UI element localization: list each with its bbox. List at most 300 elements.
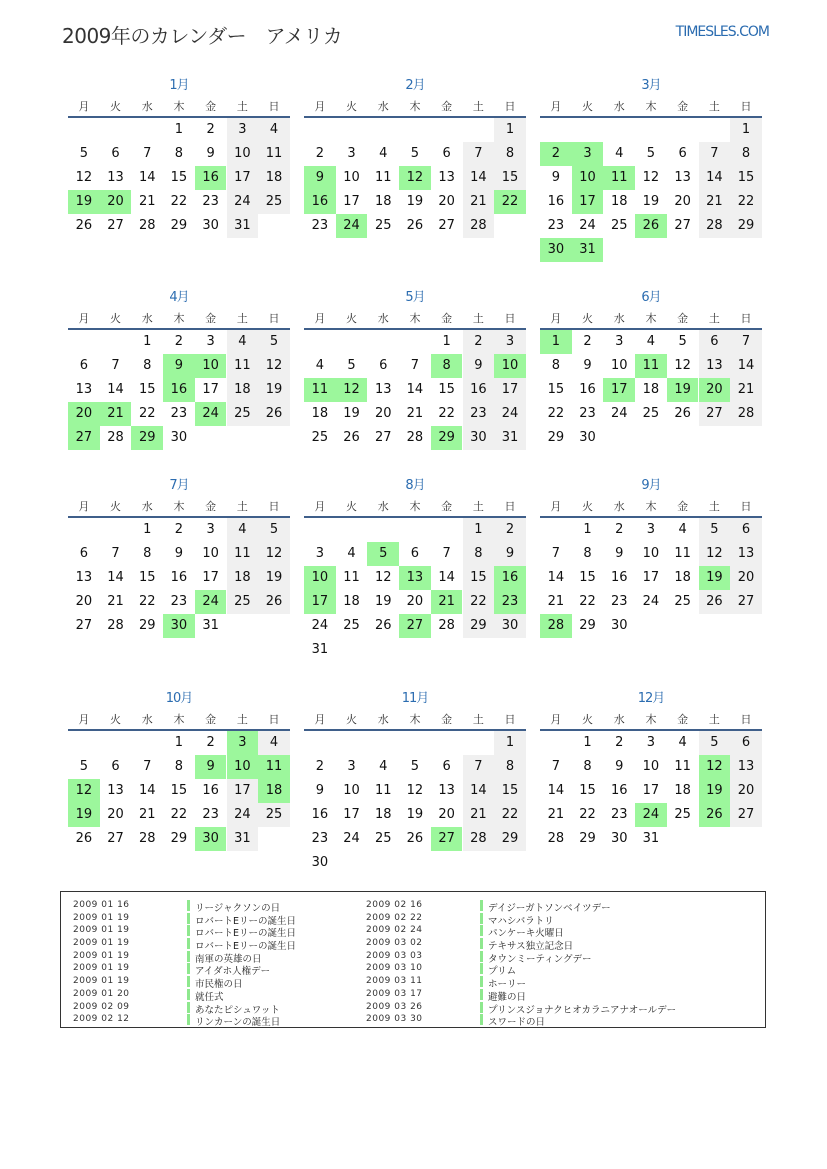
day-cell[interactable]: 2 [206,735,215,750]
day-cell[interactable]: 18 [258,166,290,190]
day-cell[interactable]: 8 [143,546,152,561]
day-cell[interactable]: 23 [202,194,219,209]
day-cell[interactable]: 2 [615,522,624,537]
day-cell[interactable]: 21 [547,807,565,822]
day-cell[interactable]: 9 [583,358,592,373]
day-cell[interactable]: 11 [374,783,392,798]
day-cell[interactable]: 12 [699,542,731,566]
day-cell[interactable]: 6 [730,518,762,542]
holiday-day-cell[interactable]: 19 [667,378,699,402]
day-cell[interactable]: 13 [699,354,731,378]
day-cell[interactable]: 6 [379,358,388,373]
holiday-day-cell[interactable]: 3 [227,731,259,755]
day-cell[interactable]: 8 [463,542,495,566]
day-cell[interactable]: 27 [438,218,455,233]
holiday-day-cell[interactable]: 30 [163,614,195,638]
holiday-day-cell[interactable]: 24 [336,214,368,238]
day-cell[interactable]: 16 [311,807,329,822]
day-cell[interactable]: 11 [374,170,392,185]
day-cell[interactable]: 11 [258,142,290,166]
day-cell[interactable]: 14 [547,783,565,798]
day-cell[interactable]: 24 [642,594,660,609]
day-cell[interactable]: 20 [438,807,455,822]
day-cell[interactable]: 24 [311,618,329,633]
day-cell[interactable]: 2 [174,334,184,349]
day-cell[interactable]: 27 [730,590,762,614]
day-cell[interactable]: 5 [258,330,290,354]
day-cell[interactable]: 4 [258,731,290,755]
holiday-day-cell[interactable]: 20 [699,378,731,402]
day-cell[interactable]: 2 [615,735,624,750]
holiday-day-cell[interactable]: 10 [227,755,259,779]
day-cell[interactable]: 27 [107,218,124,233]
day-cell[interactable]: 2 [174,522,184,537]
day-cell[interactable]: 19 [258,566,290,590]
day-cell[interactable]: 1 [730,118,762,142]
holiday-day-cell[interactable]: 17 [304,590,336,614]
day-cell[interactable]: 22 [579,594,596,609]
day-cell[interactable]: 6 [699,330,731,354]
day-cell[interactable]: 18 [311,406,329,421]
day-cell[interactable]: 22 [494,803,526,827]
day-cell[interactable]: 22 [579,807,596,822]
day-cell[interactable]: 28 [463,214,495,238]
day-cell[interactable]: 12 [674,358,691,373]
day-cell[interactable]: 1 [143,334,152,349]
day-cell[interactable]: 15 [170,170,188,185]
day-cell[interactable]: 28 [406,430,424,445]
day-cell[interactable]: 31 [311,642,329,657]
day-cell[interactable]: 13 [438,170,455,185]
holiday-day-cell[interactable]: 12 [399,166,431,190]
day-cell[interactable]: 24 [610,406,628,421]
day-cell[interactable]: 10 [642,759,660,774]
day-cell[interactable]: 8 [583,546,592,561]
holiday-day-cell[interactable]: 11 [635,354,667,378]
holiday-day-cell[interactable]: 22 [494,190,526,214]
day-cell[interactable]: 14 [107,382,124,397]
day-cell[interactable]: 13 [730,542,762,566]
day-cell[interactable]: 30 [579,430,596,445]
day-cell[interactable]: 4 [379,759,388,774]
day-cell[interactable]: 25 [374,218,392,233]
day-cell[interactable]: 18 [374,807,392,822]
day-cell[interactable]: 26 [258,402,290,426]
day-cell[interactable]: 9 [494,542,526,566]
day-cell[interactable]: 9 [206,146,215,161]
holiday-day-cell[interactable]: 19 [68,803,100,827]
day-cell[interactable]: 11 [227,542,259,566]
day-cell[interactable]: 16 [610,783,628,798]
day-cell[interactable]: 16 [547,194,565,209]
day-cell[interactable]: 8 [730,142,762,166]
day-cell[interactable]: 21 [138,194,156,209]
day-cell[interactable]: 18 [227,378,259,402]
day-cell[interactable]: 23 [311,218,329,233]
day-cell[interactable]: 25 [642,406,660,421]
day-cell[interactable]: 17 [227,166,259,190]
day-cell[interactable]: 11 [227,354,259,378]
day-cell[interactable]: 1 [463,518,495,542]
day-cell[interactable]: 7 [111,546,120,561]
day-cell[interactable]: 14 [730,354,762,378]
day-cell[interactable]: 21 [138,807,156,822]
day-cell[interactable]: 25 [227,590,259,614]
day-cell[interactable]: 17 [227,779,259,803]
day-cell[interactable]: 30 [610,618,628,633]
day-cell[interactable]: 18 [227,566,259,590]
day-cell[interactable]: 14 [138,170,156,185]
day-cell[interactable]: 9 [174,546,184,561]
day-cell[interactable]: 19 [406,807,424,822]
holiday-day-cell[interactable]: 9 [195,755,227,779]
day-cell[interactable]: 9 [463,354,495,378]
day-cell[interactable]: 29 [730,214,762,238]
day-cell[interactable]: 9 [615,546,624,561]
day-cell[interactable]: 20 [730,779,762,803]
day-cell[interactable]: 31 [494,426,526,450]
day-cell[interactable]: 13 [438,783,455,798]
day-cell[interactable]: 1 [583,522,592,537]
holiday-day-cell[interactable]: 1 [540,330,572,354]
day-cell[interactable]: 2 [315,146,324,161]
day-cell[interactable]: 14 [463,166,495,190]
day-cell[interactable]: 5 [79,146,88,161]
day-cell[interactable]: 20 [107,807,124,822]
day-cell[interactable]: 21 [547,594,565,609]
day-cell[interactable]: 22 [730,190,762,214]
day-cell[interactable]: 17 [642,570,660,585]
day-cell[interactable]: 4 [646,334,656,349]
holiday-day-cell[interactable]: 12 [699,755,731,779]
day-cell[interactable]: 2 [463,330,495,354]
day-cell[interactable]: 21 [107,594,124,609]
day-cell[interactable]: 7 [730,330,762,354]
day-cell[interactable]: 29 [170,831,188,846]
day-cell[interactable]: 23 [463,402,495,426]
holiday-day-cell[interactable]: 18 [258,779,290,803]
day-cell[interactable]: 20 [406,594,424,609]
day-cell[interactable]: 18 [343,594,360,609]
day-cell[interactable]: 28 [699,214,731,238]
day-cell[interactable]: 26 [75,218,93,233]
day-cell[interactable]: 1 [583,735,592,750]
day-cell[interactable]: 18 [374,194,392,209]
day-cell[interactable]: 23 [547,218,565,233]
day-cell[interactable]: 22 [170,194,188,209]
day-cell[interactable]: 9 [615,759,624,774]
day-cell[interactable]: 13 [674,170,691,185]
holiday-day-cell[interactable]: 8 [431,354,463,378]
day-cell[interactable]: 24 [343,831,360,846]
day-cell[interactable]: 30 [610,831,628,846]
day-cell[interactable]: 11 [674,759,691,774]
holiday-day-cell[interactable]: 16 [494,566,526,590]
day-cell[interactable]: 8 [583,759,592,774]
day-cell[interactable]: 22 [463,590,495,614]
day-cell[interactable]: 20 [730,566,762,590]
day-cell[interactable]: 27 [374,430,392,445]
day-cell[interactable]: 29 [170,218,188,233]
day-cell[interactable]: 5 [347,358,356,373]
day-cell[interactable]: 14 [406,382,424,397]
day-cell[interactable]: 23 [610,594,628,609]
day-cell[interactable]: 23 [202,807,219,822]
day-cell[interactable]: 1 [143,522,152,537]
day-cell[interactable]: 30 [311,855,329,870]
day-cell[interactable]: 27 [730,803,762,827]
day-cell[interactable]: 22 [547,406,565,421]
day-cell[interactable]: 25 [674,594,691,609]
day-cell[interactable]: 7 [463,755,495,779]
day-cell[interactable]: 25 [311,430,329,445]
day-cell[interactable]: 26 [374,618,392,633]
holiday-day-cell[interactable]: 9 [163,354,195,378]
day-cell[interactable]: 4 [347,546,356,561]
day-cell[interactable]: 13 [75,570,93,585]
holiday-day-cell[interactable]: 10 [494,354,526,378]
day-cell[interactable]: 6 [79,358,88,373]
day-cell[interactable]: 13 [107,783,124,798]
day-cell[interactable]: 15 [730,166,762,190]
day-cell[interactable]: 15 [579,783,596,798]
day-cell[interactable]: 17 [343,194,360,209]
holiday-day-cell[interactable]: 11 [603,166,635,190]
day-cell[interactable]: 8 [143,358,152,373]
day-cell[interactable]: 21 [463,190,495,214]
day-cell[interactable]: 4 [315,358,324,373]
holiday-day-cell[interactable]: 20 [68,402,100,426]
day-cell[interactable]: 22 [170,807,188,822]
day-cell[interactable]: 19 [343,406,360,421]
day-cell[interactable]: 17 [202,382,219,397]
holiday-day-cell[interactable]: 19 [699,566,731,590]
day-cell[interactable]: 12 [75,170,93,185]
day-cell[interactable]: 3 [347,146,356,161]
day-cell[interactable]: 2 [315,759,324,774]
day-cell[interactable]: 10 [610,358,628,373]
day-cell[interactable]: 8 [551,358,560,373]
day-cell[interactable]: 19 [642,194,660,209]
day-cell[interactable]: 3 [494,330,526,354]
holiday-day-cell[interactable]: 24 [195,402,227,426]
day-cell[interactable]: 19 [258,378,290,402]
holiday-day-cell[interactable]: 10 [572,166,604,190]
day-cell[interactable]: 14 [138,783,156,798]
day-cell[interactable]: 5 [410,759,420,774]
holiday-day-cell[interactable]: 23 [494,590,526,614]
day-cell[interactable]: 4 [615,146,624,161]
day-cell[interactable]: 21 [730,378,762,402]
day-cell[interactable]: 4 [678,735,687,750]
day-cell[interactable]: 27 [107,831,124,846]
day-cell[interactable]: 15 [494,166,526,190]
holiday-day-cell[interactable]: 2 [540,142,572,166]
day-cell[interactable]: 20 [374,406,392,421]
day-cell[interactable]: 30 [170,430,188,445]
day-cell[interactable]: 4 [258,118,290,142]
day-cell[interactable]: 13 [730,755,762,779]
day-cell[interactable]: 27 [699,402,731,426]
day-cell[interactable]: 7 [410,358,420,373]
day-cell[interactable]: 5 [678,334,687,349]
day-cell[interactable]: 25 [374,831,392,846]
day-cell[interactable]: 9 [551,170,560,185]
day-cell[interactable]: 1 [442,334,451,349]
holiday-day-cell[interactable]: 27 [431,827,463,851]
day-cell[interactable]: 16 [610,570,628,585]
day-cell[interactable]: 3 [315,546,324,561]
day-cell[interactable]: 28 [730,402,762,426]
day-cell[interactable]: 26 [343,430,360,445]
day-cell[interactable]: 8 [174,759,184,774]
holiday-day-cell[interactable]: 16 [163,378,195,402]
holiday-day-cell[interactable]: 10 [195,354,227,378]
day-cell[interactable]: 3 [615,334,624,349]
day-cell[interactable]: 18 [642,382,660,397]
day-cell[interactable]: 19 [374,594,392,609]
day-cell[interactable]: 6 [730,731,762,755]
day-cell[interactable]: 7 [551,546,560,561]
day-cell[interactable]: 2 [206,122,215,137]
day-cell[interactable]: 24 [227,190,259,214]
day-cell[interactable]: 23 [610,807,628,822]
day-cell[interactable]: 14 [438,570,455,585]
holiday-day-cell[interactable]: 16 [304,190,336,214]
day-cell[interactable]: 1 [494,731,526,755]
day-cell[interactable]: 29 [579,831,596,846]
holiday-day-cell[interactable]: 20 [100,190,132,214]
day-cell[interactable]: 3 [206,522,215,537]
day-cell[interactable]: 17 [202,570,219,585]
day-cell[interactable]: 18 [674,570,691,585]
day-cell[interactable]: 15 [138,382,156,397]
day-cell[interactable]: 14 [547,570,565,585]
day-cell[interactable]: 6 [442,759,451,774]
day-cell[interactable]: 24 [494,402,526,426]
day-cell[interactable]: 4 [227,518,259,542]
day-cell[interactable]: 23 [579,406,596,421]
holiday-day-cell[interactable]: 16 [195,166,227,190]
holiday-day-cell[interactable]: 29 [431,426,463,450]
day-cell[interactable]: 7 [143,759,152,774]
day-cell[interactable]: 3 [347,759,356,774]
day-cell[interactable]: 31 [642,831,660,846]
day-cell[interactable]: 12 [374,570,392,585]
day-cell[interactable]: 9 [315,783,324,798]
day-cell[interactable]: 5 [699,731,731,755]
day-cell[interactable]: 1 [174,735,184,750]
holiday-day-cell[interactable]: 11 [258,755,290,779]
day-cell[interactable]: 3 [646,522,656,537]
day-cell[interactable]: 28 [138,218,156,233]
day-cell[interactable]: 13 [374,382,392,397]
day-cell[interactable]: 26 [674,406,691,421]
day-cell[interactable]: 25 [343,618,360,633]
day-cell[interactable]: 5 [699,518,731,542]
holiday-day-cell[interactable]: 29 [131,426,163,450]
day-cell[interactable]: 26 [75,831,93,846]
day-cell[interactable]: 5 [646,146,656,161]
day-cell[interactable]: 30 [202,218,219,233]
holiday-day-cell[interactable]: 27 [399,614,431,638]
day-cell[interactable]: 19 [406,194,424,209]
holiday-day-cell[interactable]: 26 [635,214,667,238]
day-cell[interactable]: 10 [343,783,360,798]
day-cell[interactable]: 14 [463,779,495,803]
day-cell[interactable]: 26 [258,590,290,614]
day-cell[interactable]: 12 [642,170,660,185]
day-cell[interactable]: 15 [579,570,596,585]
day-cell[interactable]: 12 [258,542,290,566]
holiday-day-cell[interactable]: 30 [540,238,572,262]
day-cell[interactable]: 10 [227,142,259,166]
day-cell[interactable]: 30 [494,614,526,638]
day-cell[interactable]: 2 [494,518,526,542]
day-cell[interactable]: 6 [678,146,687,161]
holiday-day-cell[interactable]: 5 [367,542,399,566]
day-cell[interactable]: 15 [438,382,455,397]
holiday-day-cell[interactable]: 13 [399,566,431,590]
day-cell[interactable]: 7 [699,142,731,166]
holiday-day-cell[interactable]: 21 [100,402,132,426]
day-cell[interactable]: 7 [442,546,451,561]
day-cell[interactable]: 12 [258,354,290,378]
day-cell[interactable]: 17 [642,783,660,798]
day-cell[interactable]: 5 [258,518,290,542]
day-cell[interactable]: 28 [463,827,495,851]
holiday-day-cell[interactable]: 12 [336,378,368,402]
holiday-day-cell[interactable]: 19 [68,190,100,214]
day-cell[interactable]: 28 [107,430,124,445]
holiday-day-cell[interactable]: 3 [572,142,604,166]
day-cell[interactable]: 16 [579,382,596,397]
day-cell[interactable]: 4 [379,146,388,161]
day-cell[interactable]: 31 [227,214,259,238]
day-cell[interactable]: 7 [111,358,120,373]
day-cell[interactable]: 17 [494,378,526,402]
holiday-day-cell[interactable]: 28 [540,614,572,638]
day-cell[interactable]: 27 [75,618,93,633]
day-cell[interactable]: 4 [678,522,687,537]
day-cell[interactable]: 8 [174,146,184,161]
holiday-day-cell[interactable]: 17 [572,190,604,214]
day-cell[interactable]: 6 [111,759,120,774]
day-cell[interactable]: 23 [170,406,188,421]
day-cell[interactable]: 20 [75,594,93,609]
day-cell[interactable]: 29 [579,618,596,633]
day-cell[interactable]: 5 [410,146,420,161]
day-cell[interactable]: 29 [547,430,565,445]
day-cell[interactable]: 7 [463,142,495,166]
day-cell[interactable]: 24 [227,803,259,827]
day-cell[interactable]: 15 [138,570,156,585]
day-cell[interactable]: 28 [547,831,565,846]
day-cell[interactable]: 24 [579,218,596,233]
day-cell[interactable]: 21 [406,406,424,421]
day-cell[interactable]: 7 [551,759,560,774]
day-cell[interactable]: 20 [438,194,455,209]
holiday-day-cell[interactable]: 31 [572,238,604,262]
day-cell[interactable]: 3 [227,118,259,142]
day-cell[interactable]: 15 [463,566,495,590]
day-cell[interactable]: 10 [642,546,660,561]
day-cell[interactable]: 30 [463,426,495,450]
day-cell[interactable]: 15 [547,382,565,397]
day-cell[interactable]: 2 [583,334,592,349]
day-cell[interactable]: 25 [258,190,290,214]
holiday-day-cell[interactable]: 19 [699,779,731,803]
